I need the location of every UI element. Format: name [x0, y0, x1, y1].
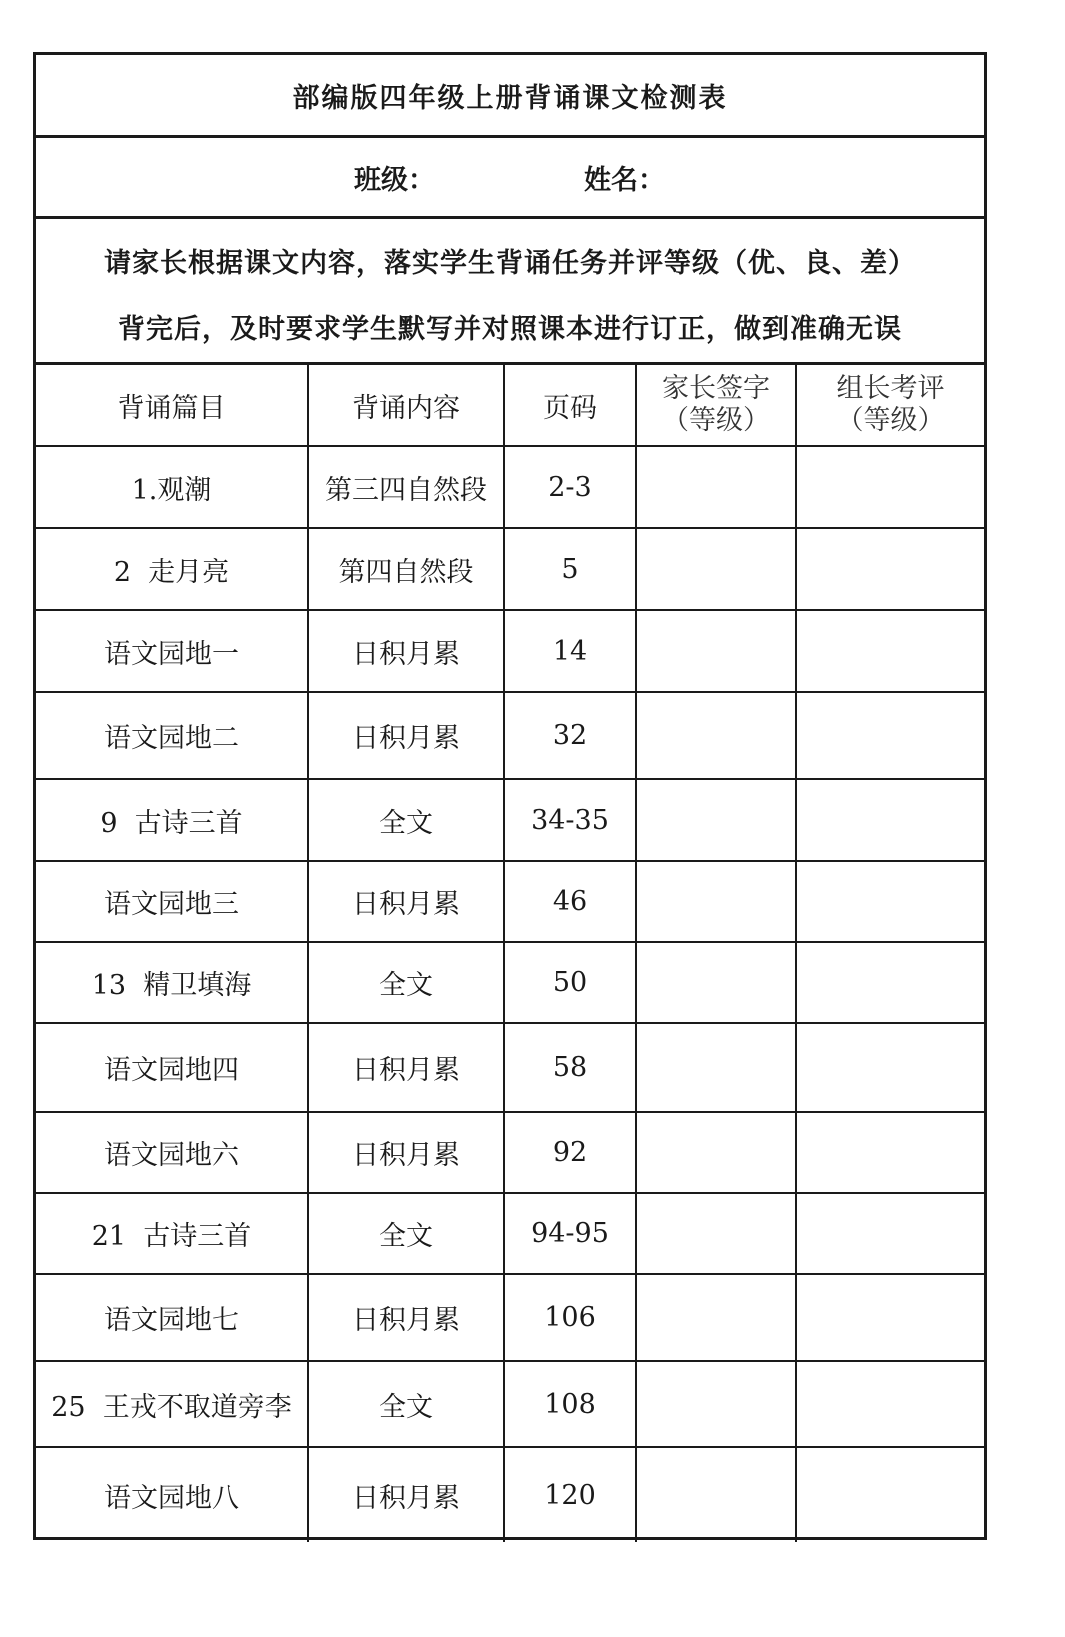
row-parent-signature-cell[interactable] — [636, 1112, 796, 1193]
header-parent-signature — [636, 365, 796, 446]
row-title-cell: 21 古诗三首 — [36, 1193, 308, 1274]
student-info-band — [36, 138, 984, 219]
row-content-cell: 日积月累 — [308, 1112, 504, 1193]
header-title: 背诵篇目 — [36, 365, 308, 446]
title-band — [36, 55, 984, 138]
row-parent-signature-cell[interactable] — [636, 446, 796, 528]
row-parent-signature-cell[interactable] — [636, 942, 796, 1023]
row-content-cell: 全文 — [308, 1361, 504, 1447]
row-page-cell: 92 — [504, 1112, 636, 1193]
row-parent-signature-cell[interactable] — [636, 1447, 796, 1542]
row-page-cell: 106 — [504, 1274, 636, 1361]
row-leader-evaluation-cell[interactable] — [796, 528, 984, 610]
row-leader-evaluation-cell[interactable] — [796, 446, 984, 528]
row-page-cell: 108 — [504, 1361, 636, 1447]
header-content: 背诵内容 — [308, 365, 504, 446]
instructions-band — [36, 219, 984, 365]
row-page-cell: 94-95 — [504, 1193, 636, 1274]
row-title-cell: 2 走月亮 — [36, 528, 308, 610]
row-content-cell: 日积月累 — [308, 692, 504, 779]
row-leader-evaluation-cell[interactable] — [796, 692, 984, 779]
row-parent-signature-cell[interactable] — [636, 692, 796, 779]
row-page-cell: 58 — [504, 1023, 636, 1112]
row-parent-signature-cell[interactable] — [636, 610, 796, 692]
row-leader-evaluation-cell[interactable] — [796, 610, 984, 692]
table-row — [36, 692, 984, 779]
table-row — [36, 1112, 984, 1193]
header-leader-note: （等级） — [836, 405, 945, 436]
row-leader-evaluation-cell[interactable] — [796, 861, 984, 942]
row-page-cell: 120 — [504, 1447, 636, 1542]
row-title-cell: 语文园地二 — [36, 692, 308, 779]
row-content-cell: 日积月累 — [308, 1023, 504, 1112]
row-page-cell: 2-3 — [504, 446, 636, 528]
row-title-cell: 语文园地七 — [36, 1274, 308, 1361]
row-title-cell: 9 古诗三首 — [36, 779, 308, 861]
row-parent-signature-cell[interactable] — [636, 861, 796, 942]
row-content-cell: 日积月累 — [308, 1274, 504, 1361]
row-title-cell: 语文园地八 — [36, 1447, 308, 1542]
row-parent-signature-cell[interactable] — [636, 1023, 796, 1112]
row-page-cell: 50 — [504, 942, 636, 1023]
table-row — [36, 779, 984, 861]
row-content-cell: 日积月累 — [308, 1447, 504, 1542]
row-title-cell: 13 精卫填海 — [36, 942, 308, 1023]
row-leader-evaluation-cell[interactable] — [796, 1112, 984, 1193]
row-leader-evaluation-cell[interactable] — [796, 1274, 984, 1361]
table-row — [36, 942, 984, 1023]
row-parent-signature-cell[interactable] — [636, 528, 796, 610]
row-page-cell: 14 — [504, 610, 636, 692]
table-row — [36, 528, 984, 610]
row-title-cell: 语文园地一 — [36, 610, 308, 692]
row-leader-evaluation-cell[interactable] — [796, 779, 984, 861]
row-parent-signature-cell[interactable] — [636, 1274, 796, 1361]
table-row — [36, 1361, 984, 1447]
instruction-line-1: 请家长根据课文内容，落实学生背诵任务并评等级（优、良、差） — [104, 248, 916, 279]
header-leader-label: 组长考评 — [836, 373, 945, 404]
name-label: 姓名： — [584, 164, 665, 196]
row-page-cell: 46 — [504, 861, 636, 942]
instruction-line-2: 背完后，及时要求学生默写并对照课本进行订正，做到准确无误 — [118, 314, 902, 345]
row-leader-evaluation-cell[interactable] — [796, 1447, 984, 1542]
header-leader-evaluation — [796, 365, 984, 446]
row-leader-evaluation-cell[interactable] — [796, 1361, 984, 1447]
recitation-table — [36, 365, 984, 1542]
row-page-cell: 5 — [504, 528, 636, 610]
table-header-row — [36, 365, 984, 446]
header-parent-label: 家长签字 — [662, 373, 770, 404]
class-label: 班级： — [354, 164, 435, 196]
row-content-cell: 全文 — [308, 942, 504, 1023]
row-content-cell: 日积月累 — [308, 610, 504, 692]
row-title-cell: 语文园地四 — [36, 1023, 308, 1112]
row-leader-evaluation-cell[interactable] — [796, 942, 984, 1023]
row-content-cell: 全文 — [308, 779, 504, 861]
row-title-cell: 语文园地六 — [36, 1112, 308, 1193]
table-row — [36, 1193, 984, 1274]
row-content-cell: 第三四自然段 — [308, 446, 504, 528]
row-title-cell: 25 王戎不取道旁李 — [36, 1361, 308, 1447]
table-row — [36, 1447, 984, 1542]
table-row — [36, 610, 984, 692]
row-title-cell: 1.观潮 — [36, 446, 308, 528]
table-row — [36, 861, 984, 942]
row-content-cell: 全文 — [308, 1193, 504, 1274]
row-page-cell: 32 — [504, 692, 636, 779]
header-page: 页码 — [504, 365, 636, 446]
row-content-cell: 第四自然段 — [308, 528, 504, 610]
row-leader-evaluation-cell[interactable] — [796, 1023, 984, 1112]
header-parent-note: （等级） — [662, 405, 770, 436]
row-content-cell: 日积月累 — [308, 861, 504, 942]
table-row — [36, 446, 984, 528]
row-parent-signature-cell[interactable] — [636, 779, 796, 861]
row-parent-signature-cell[interactable] — [636, 1361, 796, 1447]
table-row — [36, 1274, 984, 1361]
page-title: 部编版四年级上册背诵课文检测表 — [292, 82, 728, 114]
table-row — [36, 1023, 984, 1112]
row-leader-evaluation-cell[interactable] — [796, 1193, 984, 1274]
recitation-check-sheet — [33, 52, 987, 1540]
row-page-cell: 34-35 — [504, 779, 636, 861]
row-title-cell: 语文园地三 — [36, 861, 308, 942]
row-parent-signature-cell[interactable] — [636, 1193, 796, 1274]
